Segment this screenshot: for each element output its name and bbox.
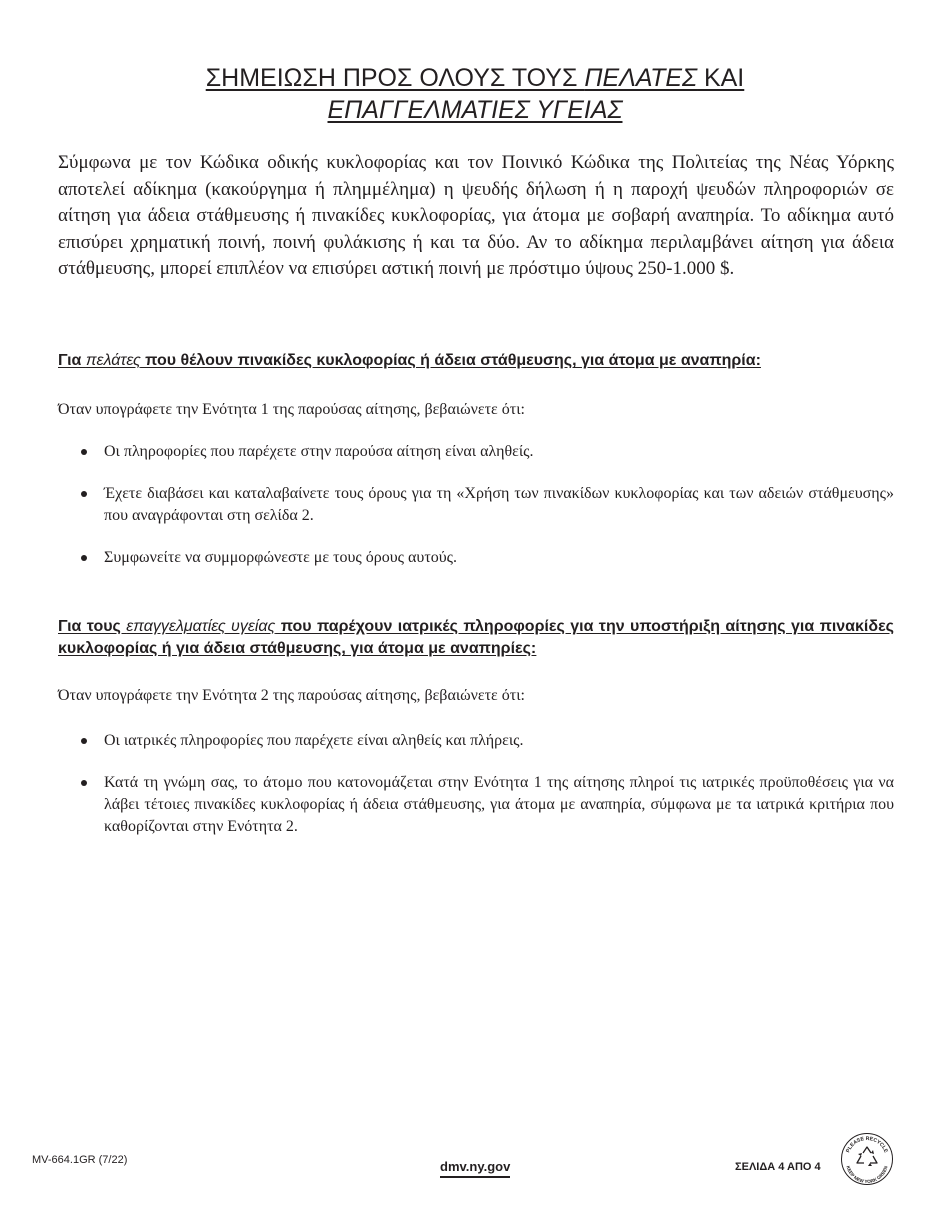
form-code: MV-664.1GR (7/22) [32, 1154, 128, 1166]
bullet-icon [81, 449, 87, 455]
list-item: Συμφωνείτε να συμμορφώνεστε με τους όρους αυτούς. [58, 547, 894, 569]
section2-bullet-list [58, 730, 894, 838]
list-item: Οι πληροφορίες που παρέχετε στην παρούσα αίτηση είναι αληθείς. [58, 441, 894, 463]
page-number: ΣΕΛΙΔΑ 4 ΑΠΟ 4 [735, 1161, 821, 1173]
svg-text:KEEP NEW YORK GREEN: KEEP NEW YORK GREEN [845, 1165, 889, 1185]
bullet-icon [81, 555, 87, 561]
section2-heading: Για τους επαγγελματίες υγείας που παρέχουν ιατρικές πληροφορίες για την υποστήριξη αίτησης για πινακίδες κυκλοφορίας ή για άδεια στάθμευσης, για άτομα με αναπηρίες: [58, 618, 894, 657]
title-text: ΣΗΜΕΙΩΣΗ ΠΡΟΣ ΟΛΟΥΣ ΤΟΥΣ [205, 64, 585, 92]
page-title [60, 62, 890, 126]
recycle-logo-icon [840, 1132, 894, 1186]
list-item: Οι ιατρικές πληροφορίες που παρέχετε είναι αληθείς και πλήρεις. [58, 730, 894, 752]
bullet-icon [81, 491, 87, 497]
list-item: Έχετε διαβάσει και καταλαβαίνετε τους όρους για τη «Χρήση των πινακίδων κυκλοφορίας και των αδειών στάθμευσης» που αναγράφονται στη σελίδα 2. [58, 483, 894, 527]
section1-heading: Για πελάτες που θέλουν πινακίδες κυκλοφορίας ή άδεια στάθμευσης, για άτομα με αναπηρία: [58, 352, 761, 369]
section1-bullet-list [58, 441, 894, 569]
intro-paragraph: Σύμφωνα με τον Κώδικα οδικής κυκλοφορίας και τον Ποινικό Κώδικα της Πολιτείας της Νέας Υόρκης αποτελεί αδίκημα (κακούργημα ή πλημμέλημα) η ψευδής δήλωση ή η παροχή ψευδών πληροφοριών σε αίτηση για άδεια στάθμευσης ή πινακίδες κυκλοφορίας, για άτομα με σοβαρή αναπηρία. Το αδίκημα αυτό επισύρει χρηματική ποινή, ποινή φυλάκισης ή και τα δύο. Αν το αδίκημα περιλαμβάνει αίτηση για άδεια στάθμευσης, μπορεί επιπλέον να επισύρει αστική ποινή με πρόστιμο ύψους 250-1.000 $. [58, 152, 894, 280]
bullet-icon [81, 738, 87, 744]
section1-lead: Όταν υπογράφετε την Ενότητα 1 της παρούσας αίτησης, βεβαιώνετε ότι: [58, 401, 525, 418]
title-italic-customers: ΠΕΛΑΤΕΣ [584, 64, 698, 92]
list-item: Κατά τη γνώμη σας, το άτομο που κατονομάζεται στην Ενότητα 1 της αίτησης πληροί τις ιατρικές προϋποθέσεις για να λάβει τέτοιες πινακίδες κυκλοφορίας ή άδεια στάθμευσης, για άτομα με αναπηρία, σύμφωνα με τα ιατρικά κριτήρια που καθορίζονται στην Ενότητα 2. [58, 772, 894, 838]
svg-text:PLEASE RECYCLE: PLEASE RECYCLE [845, 1135, 889, 1154]
title-text-end: ΚΑΙ [697, 64, 745, 92]
bullet-icon [81, 780, 87, 786]
section2-lead: Όταν υπογράφετε την Ενότητα 2 της παρούσας αίτησης, βεβαιώνετε ότι: [58, 687, 525, 704]
title-italic-health-professionals: ΕΠΑΓΓΕΛΜΑΤΙΕΣ ΥΓΕΙΑΣ [327, 96, 623, 124]
website-link[interactable]: dmv.ny.gov [440, 1159, 510, 1178]
